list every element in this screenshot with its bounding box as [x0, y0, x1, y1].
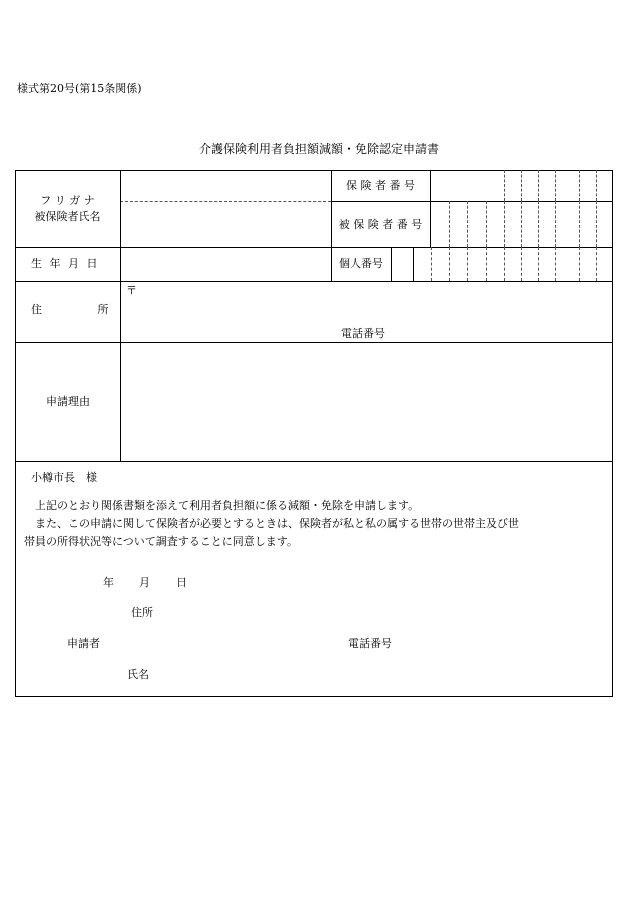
phone-label: 電話番号	[341, 327, 385, 340]
phone-field[interactable]	[392, 322, 612, 342]
individual-number-label: 個人番号	[339, 257, 383, 270]
row-line-declaration-top	[15, 461, 613, 462]
applicant-label: 申請者	[67, 637, 100, 650]
form-number: 様式第20号(第15条関係)	[17, 82, 142, 95]
addressee: 小樽市長 様	[31, 471, 97, 484]
applicant-address-label: 住所	[131, 606, 153, 619]
date-month-label: 月	[139, 576, 150, 589]
birth-date-field[interactable]	[121, 248, 330, 281]
address-label: 住 所	[31, 303, 109, 316]
furigana-label: フ リ ガ ナ	[40, 194, 95, 207]
insured-number-field[interactable]	[431, 202, 612, 246]
birth-date-label: 生 年 月 日	[31, 257, 98, 270]
reason-field[interactable]	[121, 343, 612, 460]
declaration-paragraph-1: 上記のとおり関係書類を添えて利用者負担額に係る減額・免除を申請します。	[35, 499, 420, 512]
furigana-field[interactable]	[121, 171, 330, 201]
insurer-number-field[interactable]	[431, 171, 612, 201]
applicant-name-label: 氏名	[127, 668, 149, 681]
date-year-label: 年	[103, 576, 114, 589]
address-field[interactable]	[136, 282, 612, 322]
postal-mark: 〒	[126, 284, 137, 297]
applicant-phone-label: 電話番号	[348, 637, 392, 650]
reason-label: 申請理由	[46, 395, 90, 408]
insurer-number-label: 保 険 者 番 号	[346, 179, 415, 192]
form-title: 介護保険利用者負担額減額・免除認定申請書	[199, 142, 440, 156]
insured-number-label: 被 保 険 者 番 号	[338, 218, 423, 231]
insured-name-field[interactable]	[121, 202, 330, 246]
individual-number-field[interactable]	[392, 248, 612, 281]
date-day-label: 日	[176, 576, 187, 589]
declaration-paragraph-2: また、この申請に関して保険者が必要とするときは、保険者が私と私の属する世帯の世帯主及び世帯員の所得状況等について調査することに同意します。	[24, 517, 519, 548]
insured-name-label: 被保険者氏名	[34, 210, 101, 223]
